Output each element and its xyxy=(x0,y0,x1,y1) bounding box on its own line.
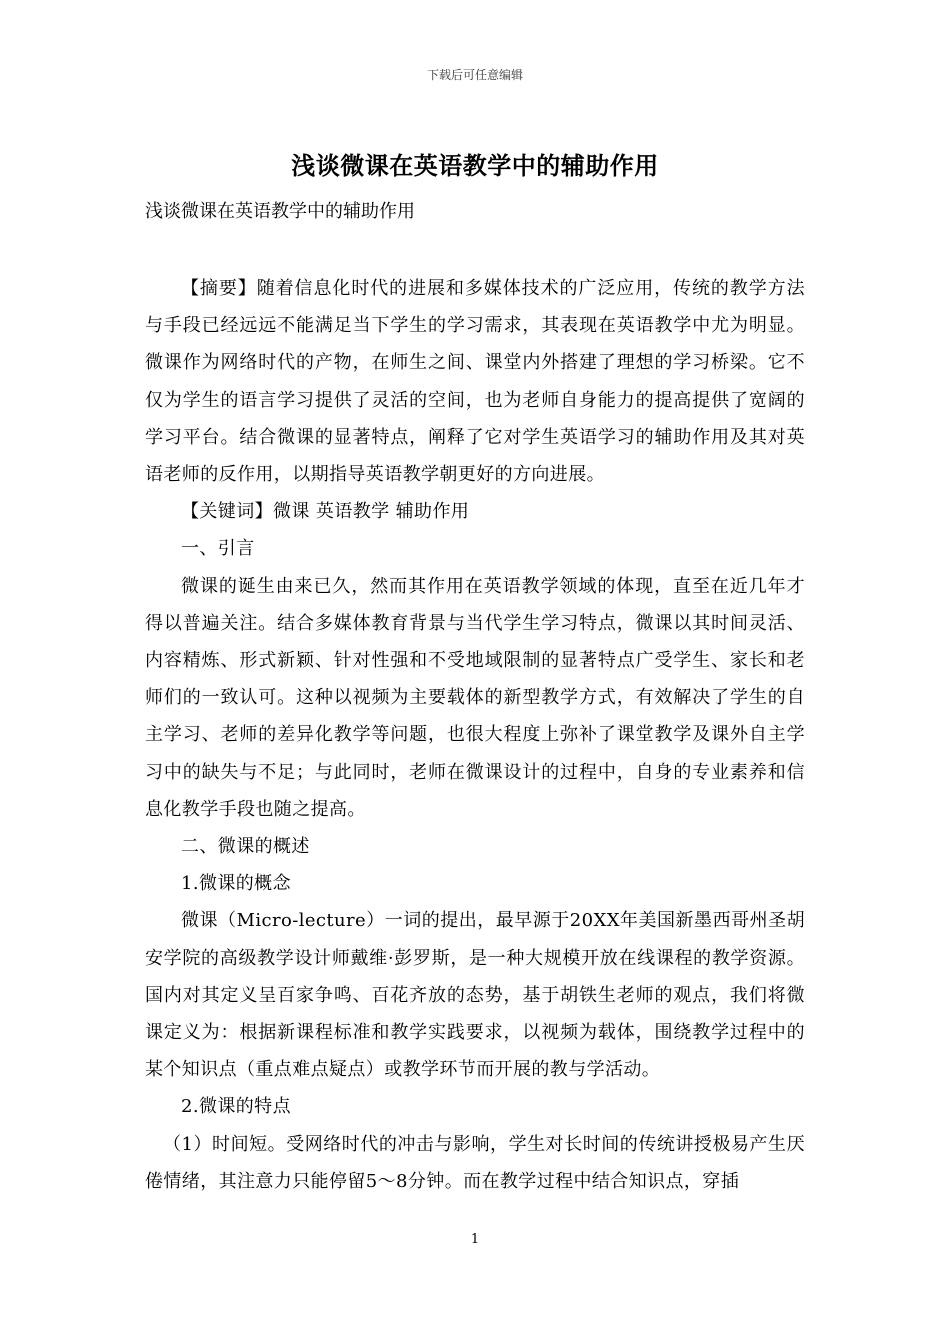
section-heading-introduction: 一、引言 xyxy=(181,538,255,560)
page-header: 下载后可任意编辑 xyxy=(426,68,523,82)
keywords-paragraph: 【关键词】微课 英语教学 辅助作用 xyxy=(181,501,470,523)
document-body xyxy=(145,270,805,1200)
subsection-heading-features: 2.微课的特点 xyxy=(181,1096,291,1118)
document-title: 浅谈微课在英语教学中的辅助作用 xyxy=(291,151,659,180)
section-heading-overview: 二、微课的概述 xyxy=(181,836,310,858)
subsection-heading-concept: 1.微课的概念 xyxy=(181,873,291,895)
concept-paragraph: 微课（Micro-lecture）一词的提出，最早源于20XX年美国新墨西哥州圣胡安学院的高级教学设计师戴维·彭罗斯，是一种大规模开放在线课程的教学资源。国内对其定义呈百家争鸣、百花齐放的态势，基于胡铁生老师的观点，我们将微课定义为：根据新课程标准和教学实践要求，以视频为载体，围绕教学过程中的某个知识点（重点难点疑点）或教学环节而开展的教与学活动。 xyxy=(145,910,805,1081)
feature-paragraph: （1）时间短。受网络时代的冲击与影响，学生对长时间的传统讲授极易产生厌倦情绪，其注意力只能停留5～8分钟。而在教学过程中结合知识点，穿插 xyxy=(145,1133,805,1192)
page-number: 1 xyxy=(470,1232,480,1247)
abstract-paragraph: 【摘要】随着信息化时代的进展和多媒体技术的广泛应用，传统的教学方法与手段已经远远不能满足当下学生的学习需求，其表现在英语教学中尤为明显。微课作为网络时代的产物，在师生之间、课堂内外搭建了理想的学习桥梁。它不仅为学生的语言学习提供了灵活的空间，也为老师自身能力的提高提供了宽阔的学习平台。结合微课的显著特点，阐释了它对学生英语学习的辅助作用及其对英语老师的反作用，以期指导英语教学朝更好的方向进展。 xyxy=(145,278,805,486)
introduction-paragraph: 微课的诞生由来已久，然而其作用在英语教学领域的体现，直至在近几年才得以普遍关注。结合多媒体教育背景与当代学生学习特点，微课以其时间灵活、内容精炼、形式新颖、针对性强和不受地域限制的显著特点广受学生、家长和老师们的一致认可。这种以视频为主要载体的新型教学方式，有效解决了学生的自主学习、老师的差异化教学等问题，也很大程度上弥补了课堂教学及课外自主学习中的缺失与不足；与此同时，老师在微课设计的过程中，自身的专业素养和信息化教学手段也随之提高。 xyxy=(145,575,805,820)
document-subtitle: 浅谈微课在英语教学中的辅助作用 xyxy=(145,201,415,222)
